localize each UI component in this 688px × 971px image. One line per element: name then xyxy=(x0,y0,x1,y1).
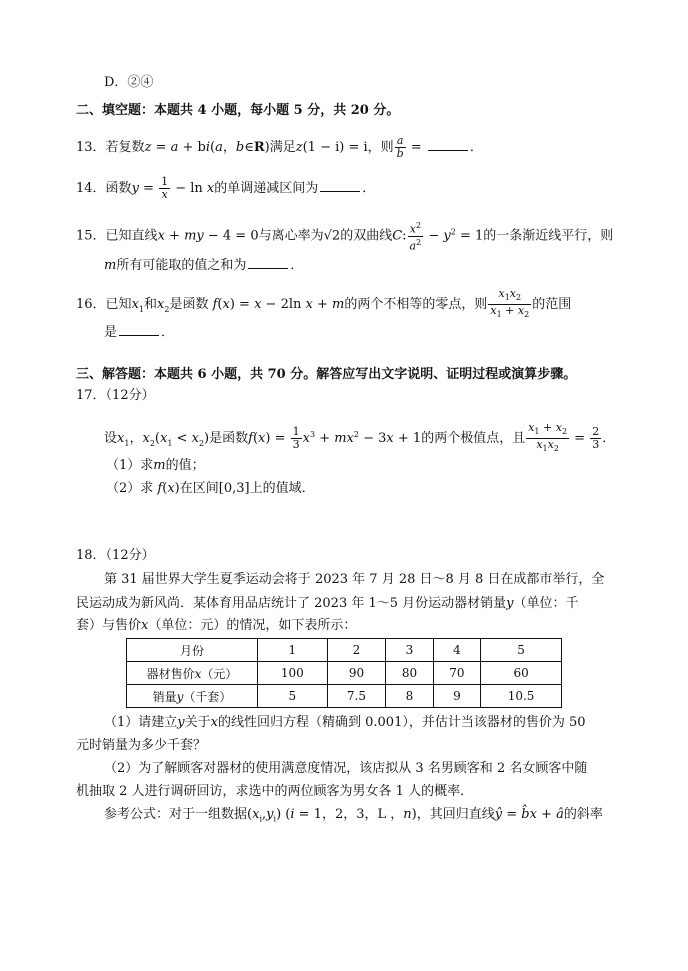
question-18-part2-line2: 机抽取 2 人进行调研回访，求选中的两位顾客为男女各 1 人的概率． xyxy=(76,784,474,799)
question-17-head: 17．（12分） xyxy=(76,388,155,403)
question-18-part1: （1）请建立y关于x的线性回归方程（精确到 0.001），并估计当该器材的售价为 50 xyxy=(104,715,586,730)
answer-blank[interactable] xyxy=(320,179,360,192)
question-15-line2: m所有可能取的值之和为 ． xyxy=(104,258,304,273)
question-16: 16．已知$x_1$和$x_2$是函数 f(x) = x − 2ln x + m的两个不相等的零点，则 $\frac{x_1x_2}{x_1 + x_2}$ 的范围 xyxy=(76,287,572,320)
reference-formula: 参考公式：对于一组数据$(x_i,y_i) (i = 1$，2，3，L ，n)，其回归直线ŷ = b̂x + â的斜率 xyxy=(104,807,603,824)
question-16-line2: 是 ． xyxy=(104,325,175,340)
answer-blank[interactable] xyxy=(428,138,468,151)
question-18-head: 18．（12分） xyxy=(76,548,155,563)
question-13: 13．若复数z = a + bi(a，b∈R)满足z(1 − i) = i，则 $\frac{a}{b}$ = ． xyxy=(76,134,483,160)
section-solution-title: 三、解答题：本题共 6 小题，共 70 分。解答应写出文字说明、证明过程或演算步骤。 xyxy=(76,367,577,382)
question-17-part1: （1）求m的值； xyxy=(106,458,205,473)
option-d: D．②④ xyxy=(104,75,154,90)
question-18-part1-line2: 元时销量为多少千套？ xyxy=(76,738,207,753)
sales-data-table xyxy=(126,638,562,708)
question-18-line2: 民运动成为新风尚．某体育用品店统计了 2023 年 1～5 月份运动器材销量y（单位：千 xyxy=(76,596,579,611)
question-18-line1: 第 31 届世界大学生夏季运动会将于 2023 年 7 月 28 日～8 月 8 日在成都市举行，全 xyxy=(104,572,605,587)
table-row: 销量y（千套） 5 7.5 8 9 10.5 xyxy=(127,685,562,708)
question-18-part2: （2）为了解顾客对器材的使用满意度情况，该店拟从 3 名男顾客和 2 名女顾客中随 xyxy=(104,761,588,776)
question-14: 14．函数y = $\frac{1}{x}$ − ln x的单调递减区间为 ． xyxy=(76,175,376,201)
answer-blank[interactable] xyxy=(119,323,159,336)
question-15: 15．已知直线x + my − 4 = 0与离心率为√2的双曲线C: $\frac{x^2}{a^2}$ − $y^2 = 1$的一条渐近线平行，则 xyxy=(76,221,614,253)
question-17: 设$x_1$，$x_2(x_1 < x_2)$是函数f(x) = $\frac{1}{3}$ $x^3 + mx^2 - 3x + 1$的两个极值点，且 $\frac{x_1 + x_2}{x_1x_2}$ = $\frac{2}{3}$ ． xyxy=(104,421,616,454)
question-17-part2: （2）求 f(x)在区间[0,3]上的值域． xyxy=(106,481,315,496)
answer-blank[interactable] xyxy=(248,256,288,269)
section-fill-blank-title: 二、填空题：本题共 4 小题，每小题 5 分，共 20 分。 xyxy=(76,103,400,118)
question-18-line3: 套）与售价x（单位：元）的情况，如下表所示： xyxy=(76,618,357,633)
table-row: 器材售价x（元） 100 90 80 70 60 xyxy=(127,662,562,685)
table-row: 月份 1 2 3 4 5 xyxy=(127,639,562,662)
